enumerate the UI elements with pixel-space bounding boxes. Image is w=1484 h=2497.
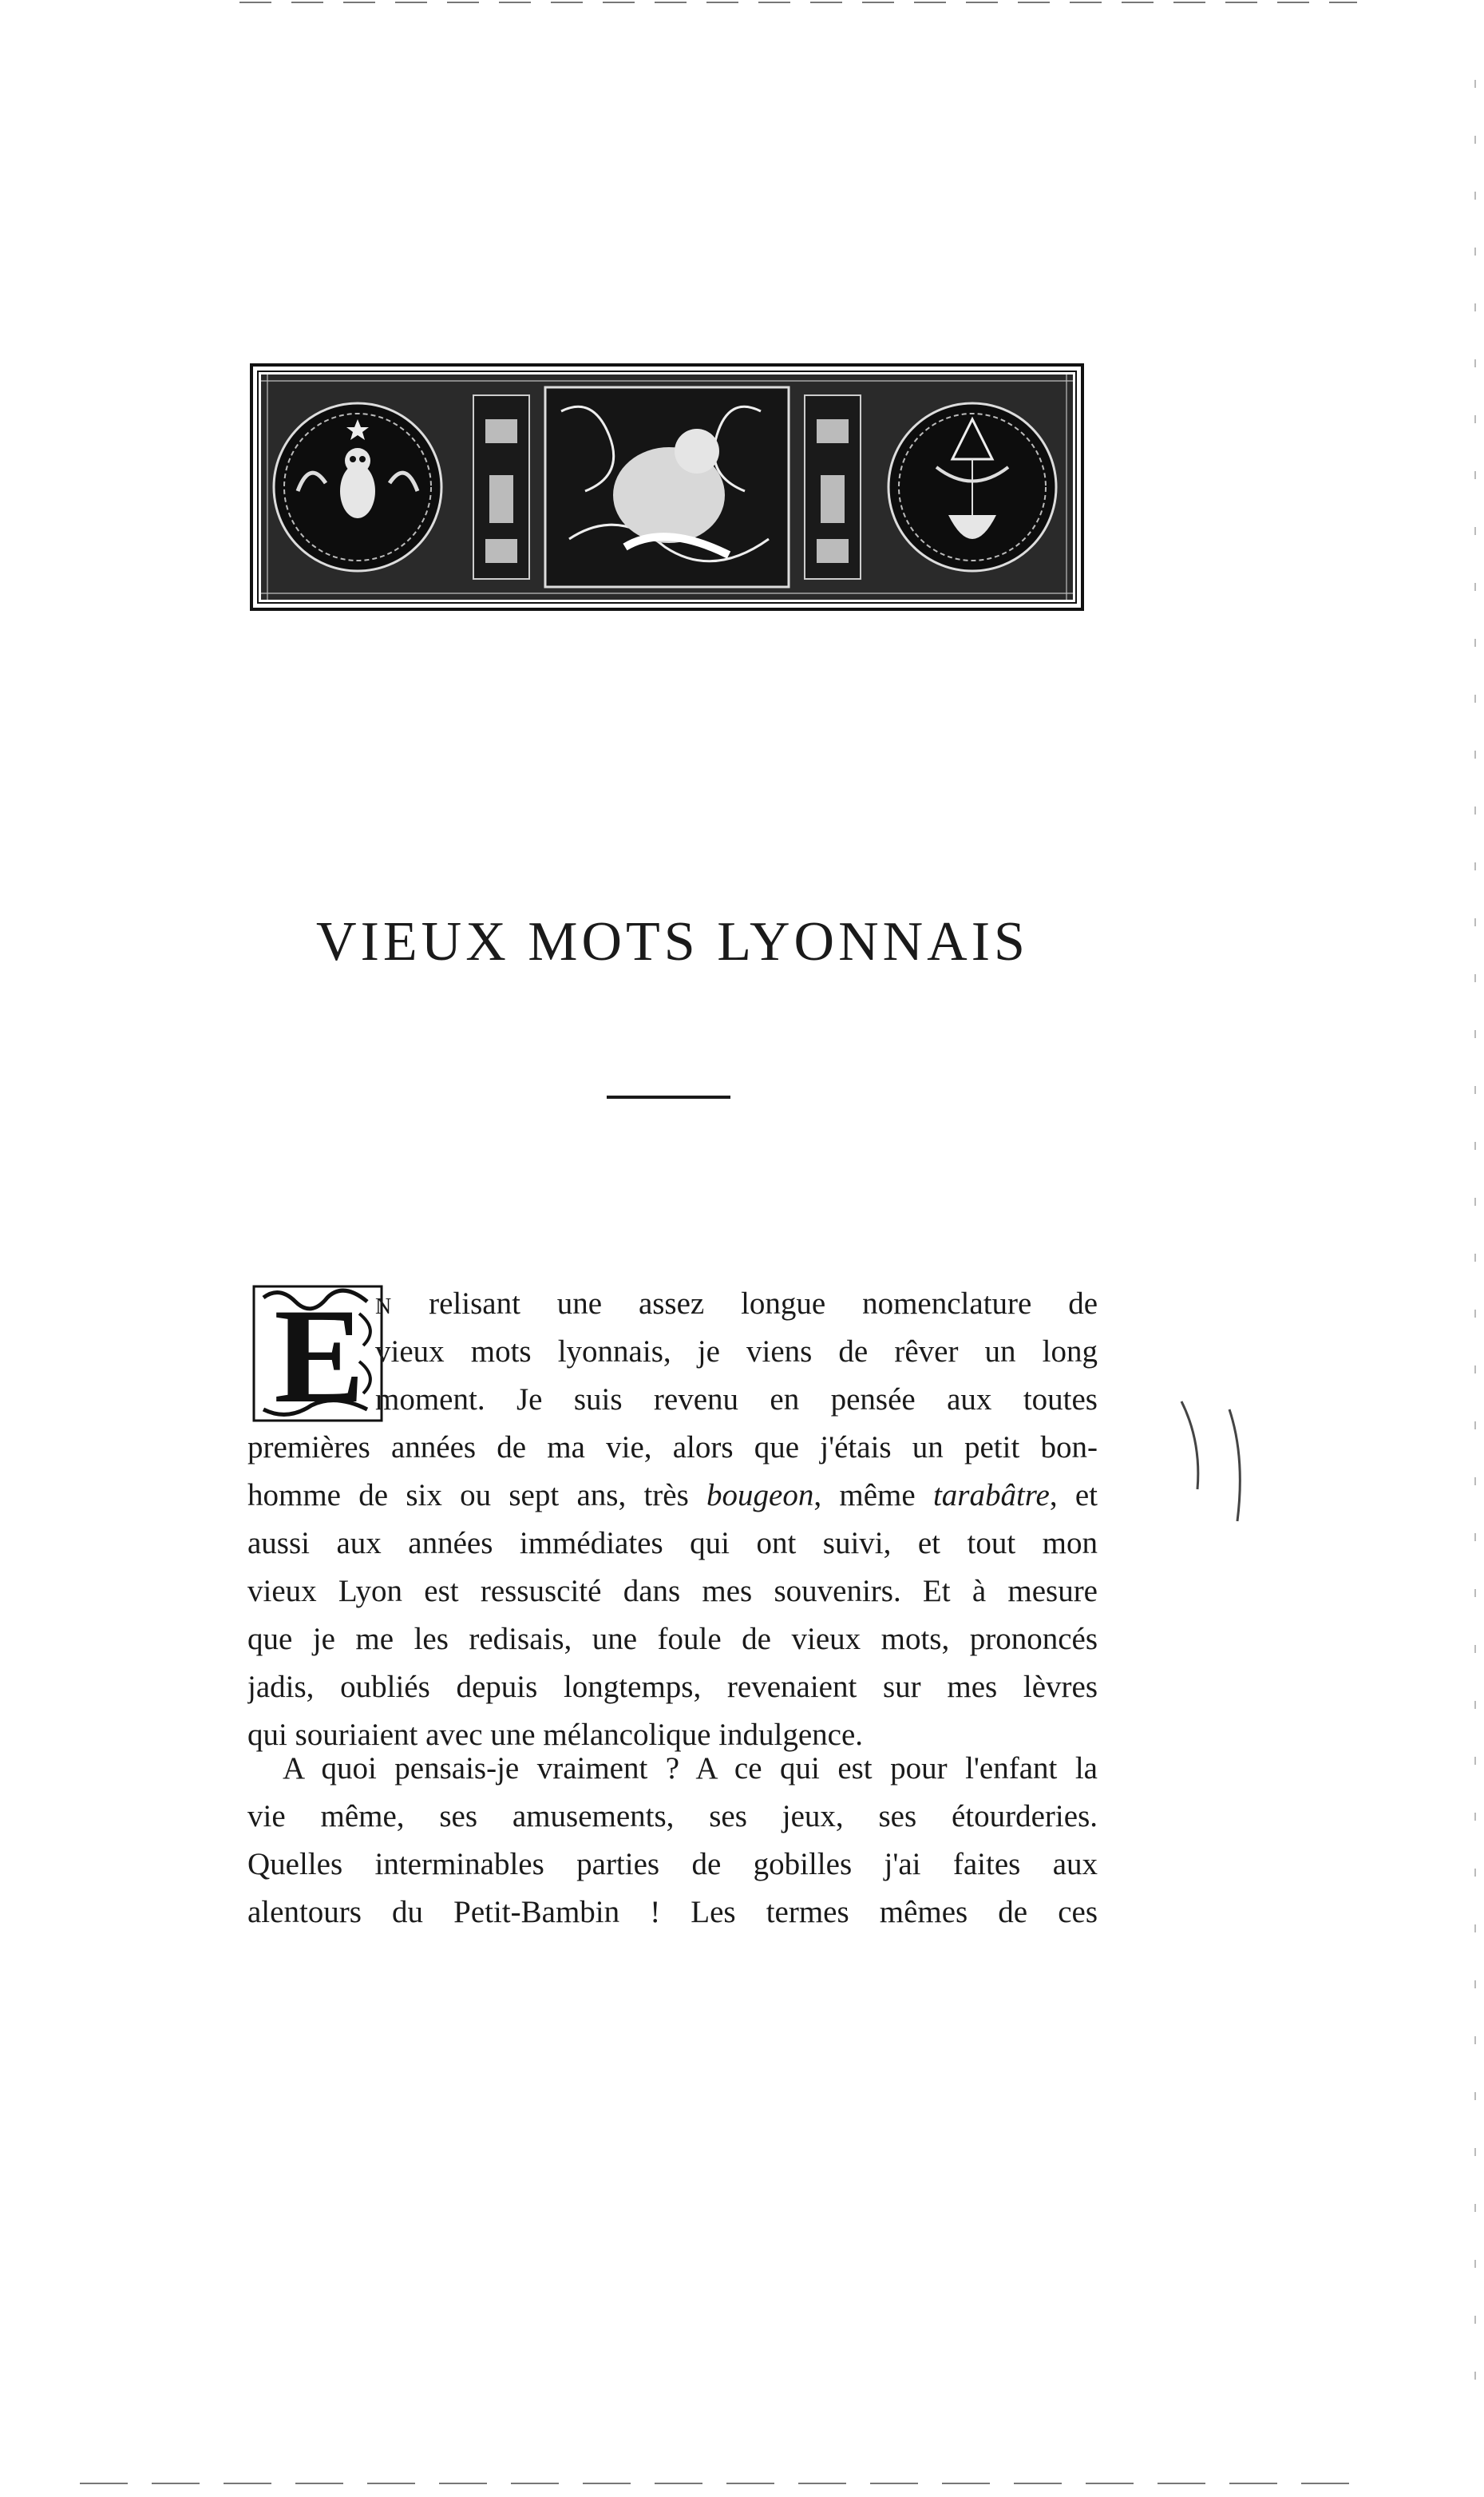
drop-cap-letter: E [274,1282,365,1425]
paragraph-2 [247,1745,1098,1936]
text-line: qui souriaient avec une mélancolique indulgence. [247,1718,864,1752]
text-line: moment. Je suis revenu en pensée aux toutes [375,1382,1098,1417]
title-rule [607,1096,730,1099]
text-line: Quelles interminables parties de gobilles j'ai faites aux [247,1847,1098,1881]
text-line: aussi aux années immédiates qui ont suivi, et tout mon [247,1526,1098,1560]
text-line: premières années de ma vie, alors que j'étais un petit bon- [247,1430,1098,1465]
ornamental-headpiece [250,363,1084,611]
text-line: A quoi pensais-je vraiment ? A ce qui est pour l'enfant la [283,1751,1098,1786]
text-line: jadis, oubliés depuis longtemps, revenaient sur mes lèvres [247,1670,1098,1704]
text-line: que je me les redisais, une foule de vieux mots, prononcés [247,1622,1098,1656]
paragraph-1 [247,1280,1098,1759]
chapter-title: VIEUX MOTS LYONNAIS [316,911,1029,973]
text-line: vie même, ses amusements, ses jeux, ses étourderies. [247,1799,1098,1833]
text-line: N relisant une assez longue nomenclature de [375,1286,1098,1321]
text-line: homme de six ou sept ans, très bougeon, même tarabâtre, et [247,1478,1098,1512]
text-line: vieux mots lyonnais, je viens de rêver un long [375,1334,1098,1369]
headpiece-illustration [250,363,1084,611]
text-line: alentours du Petit-Bambin ! Les termes mêmes de ces [247,1895,1098,1929]
text-line: vieux Lyon est ressuscité dans mes souvenirs. Et à mesure [247,1574,1098,1608]
margin-pencil-marks [1165,1393,1261,1529]
